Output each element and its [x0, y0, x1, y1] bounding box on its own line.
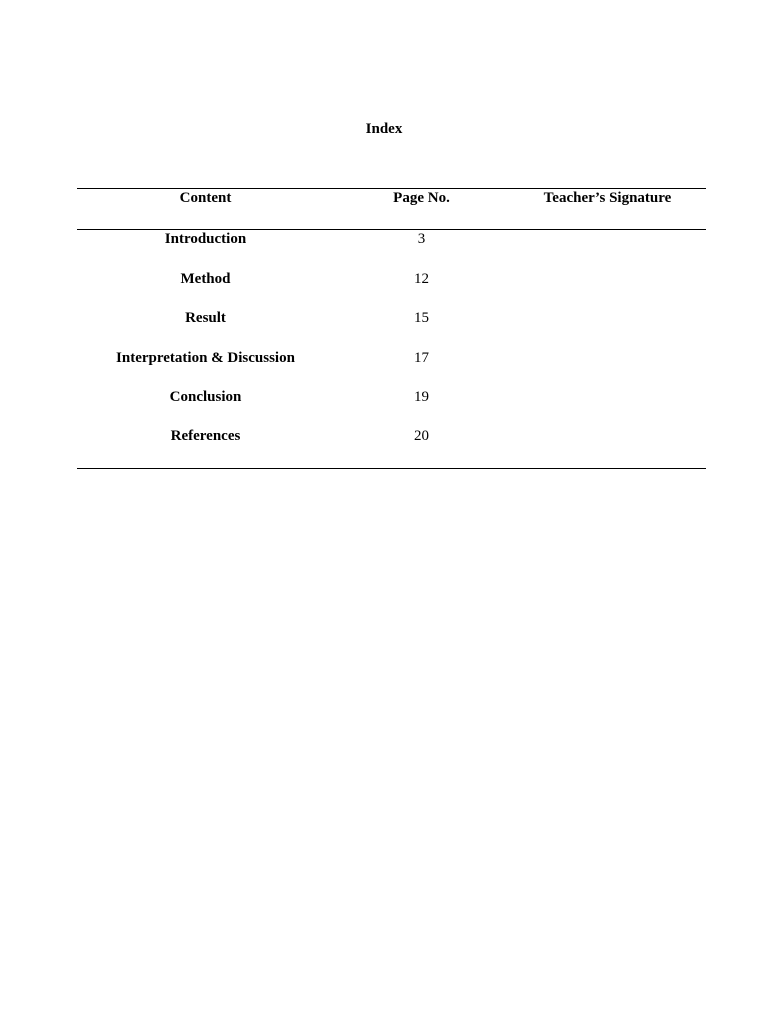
- row-page-no: 3: [417, 231, 426, 247]
- index-table: [77, 188, 706, 469]
- row-page-no: 19: [414, 389, 429, 405]
- row-content: Interpretation & Discussion: [116, 350, 295, 366]
- row-content: References: [170, 428, 241, 444]
- table-row: [77, 309, 706, 329]
- header-teacher-signature: Teacher’s Signature: [543, 190, 672, 206]
- header-content: Content: [179, 190, 232, 206]
- table-header-row: [77, 189, 706, 230]
- table-row: [77, 270, 706, 290]
- row-content: Introduction: [164, 231, 247, 247]
- table-body: [77, 230, 706, 468]
- row-content: Method: [180, 271, 231, 287]
- row-content: Conclusion: [169, 389, 242, 405]
- table-row: [77, 349, 706, 369]
- table-row: [77, 388, 706, 408]
- row-page-no: 15: [414, 310, 429, 326]
- row-page-no: 12: [414, 271, 429, 287]
- table-row: [77, 427, 706, 447]
- row-page-no: 20: [414, 428, 429, 444]
- table-row: [77, 230, 706, 250]
- row-page-no: 17: [414, 350, 429, 366]
- row-content: Result: [185, 310, 226, 326]
- header-page-no: Page No.: [393, 190, 450, 206]
- page-title: Index: [365, 121, 403, 137]
